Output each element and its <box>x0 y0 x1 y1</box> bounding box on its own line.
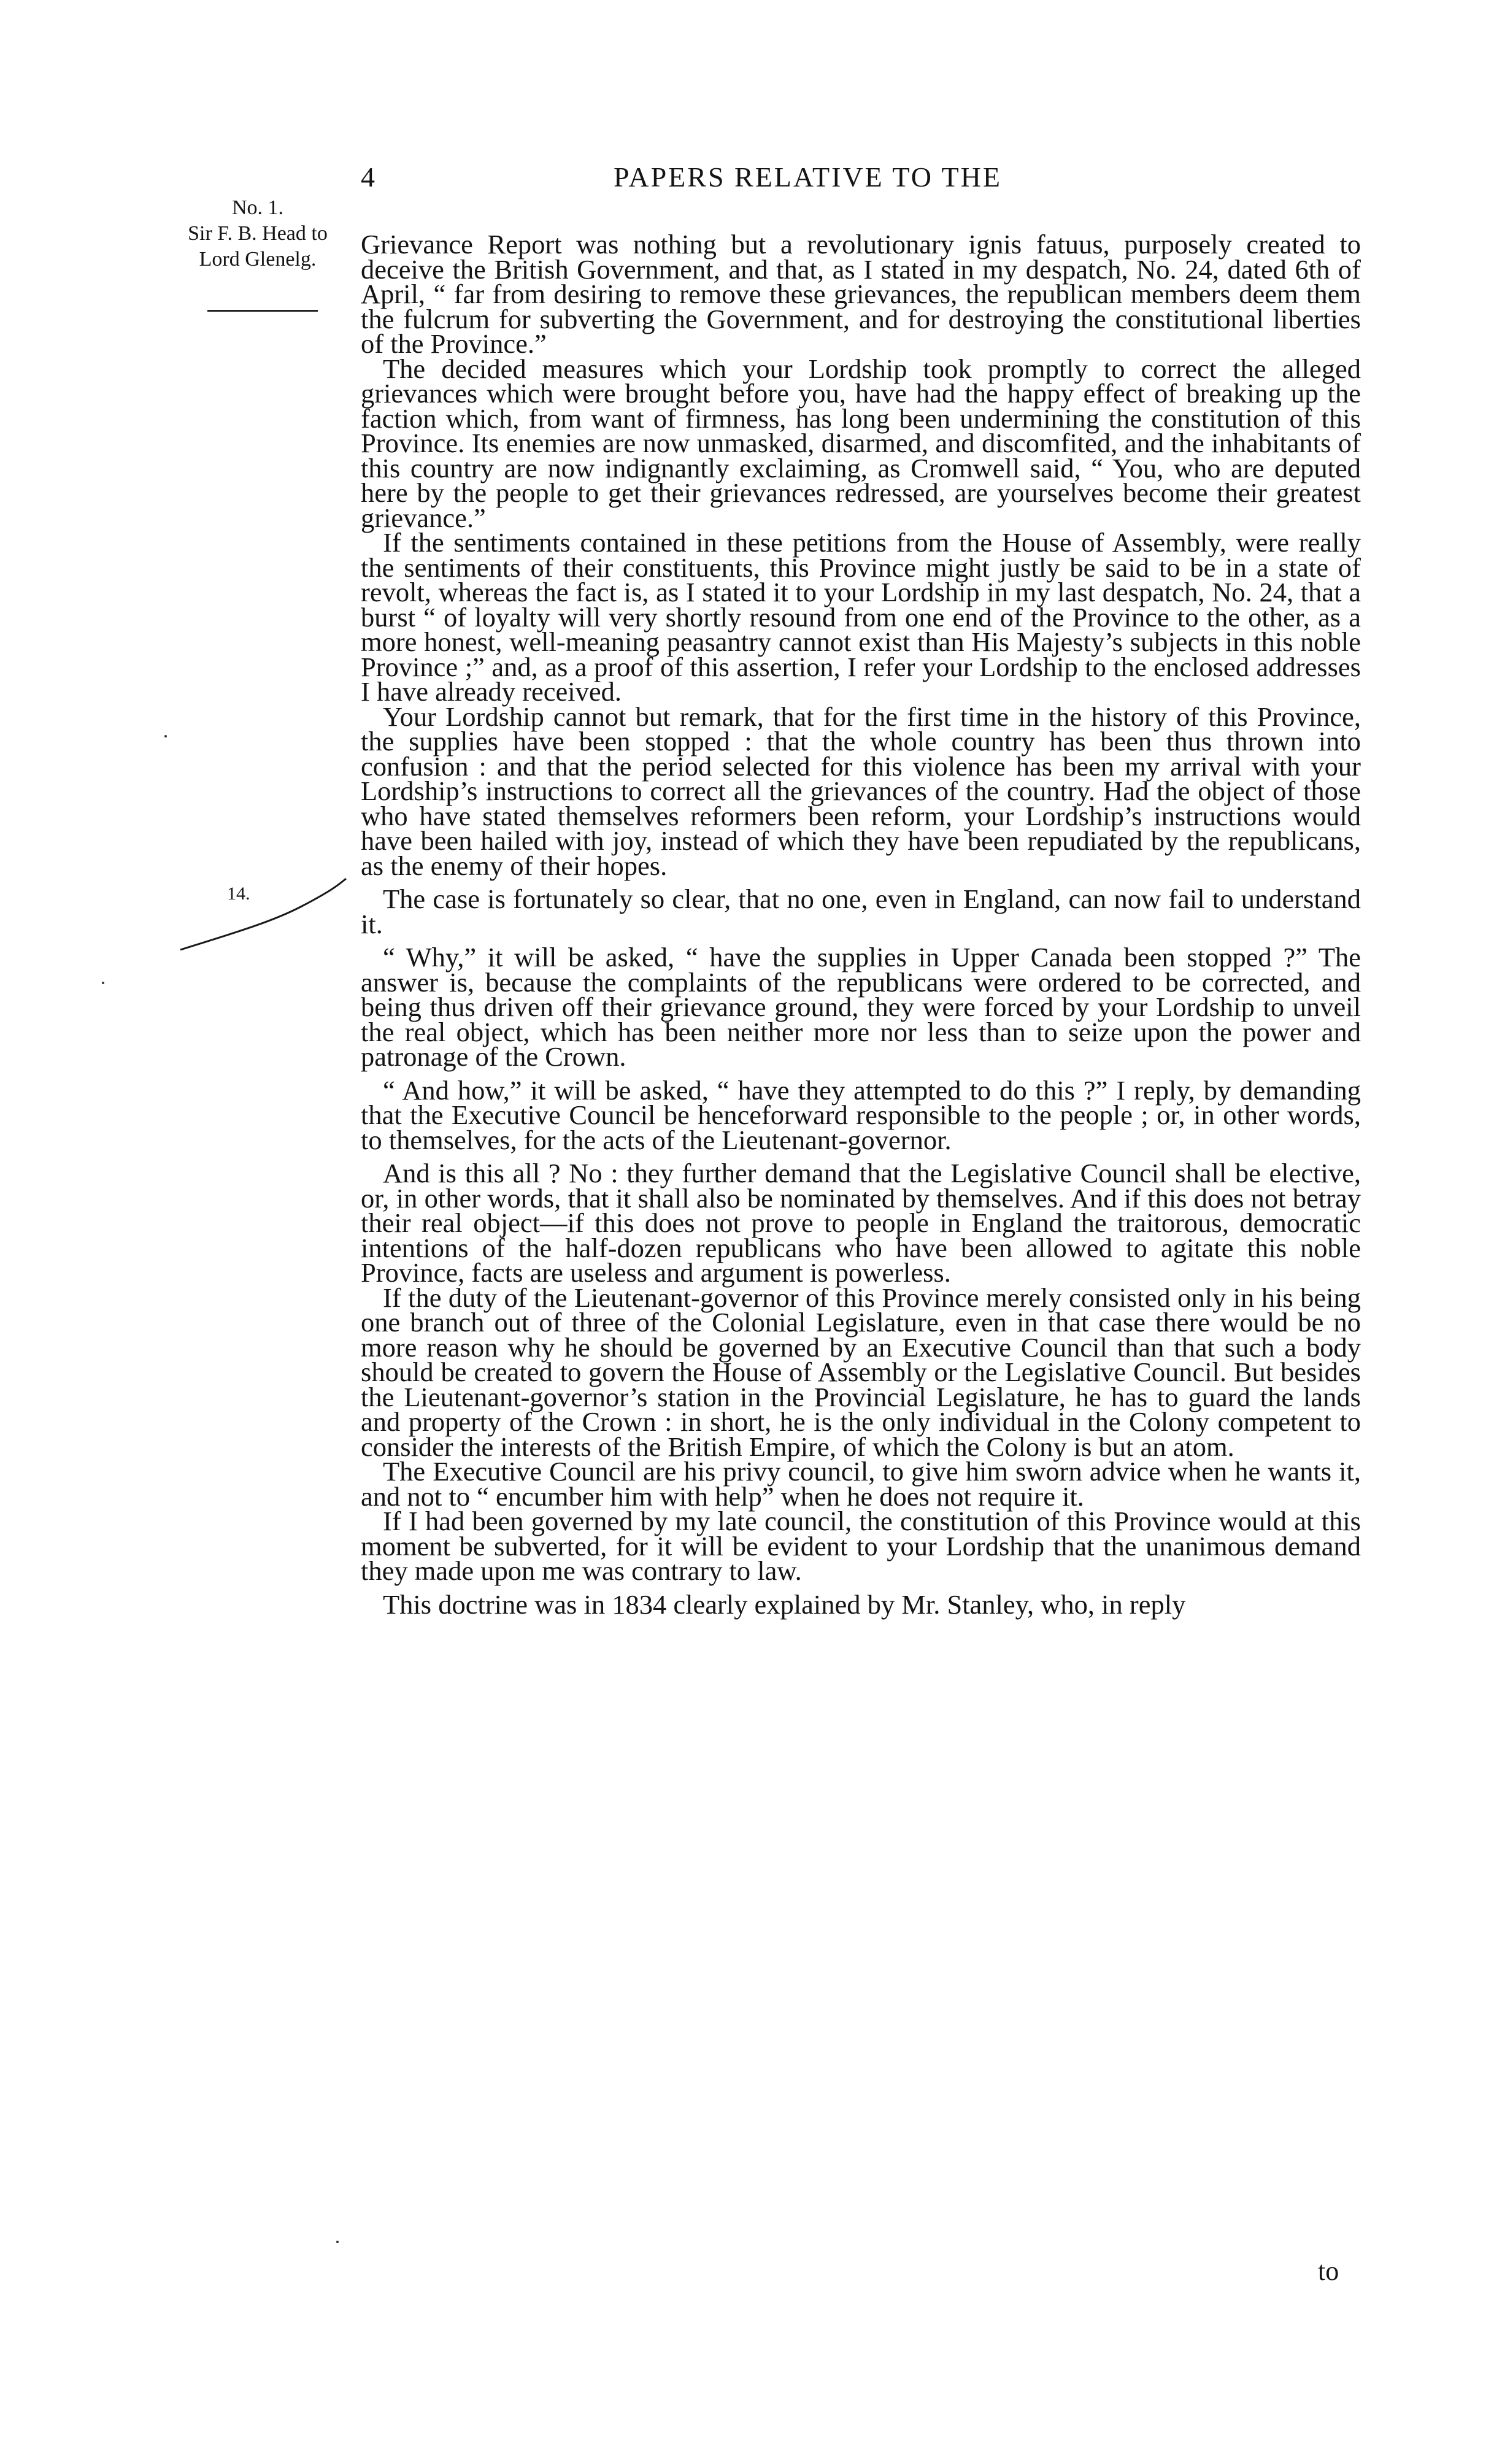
margin-note-from: Sir F. B. Head to <box>188 222 328 245</box>
margin-note-rule <box>207 310 318 312</box>
catchword: to <box>1318 2256 1339 2286</box>
print-speck <box>164 735 167 737</box>
paragraph: And is this all ? No : they further demand that the Legislative Council shall be elective, or, in other words, that it shall also be nominated by themselves. And if this does not betray their real object—if this does not prove to people in England the traitorous, democratic intentions of the half-dozen republicans who have been allowed to agitate this noble Province, facts are useless and argument is powerless. <box>361 1158 1361 1288</box>
page-number: 4 <box>361 161 375 193</box>
paragraph: If the sentiments contained in these petitions from the House of Assembly, were really the sentiments of their constituents, this Province might justly be said to be in a state of revolt, whereas the fact is, as I stated it to your Lordship in my last despatch, No. 24, that a burst “ of loyalty will very shortly resound from one end of the Province to the other, as a more honest, well-meaning peasantry cannot exist than His Majesty’s subjects in this noble Province ;” and, as a proof of this assertion, I refer your Lordship to the enclosed addresses I have already received. <box>361 527 1361 707</box>
running-title: PAPERS RELATIVE TO THE <box>614 161 1003 193</box>
paragraph: The decided measures which your Lordship took promptly to correct the alleged grievances which were brought before you, have had the happy effect of breaking up the faction which, from want of firmness, has long been undermining the constitution of this Province. Its enemies are now unmasked, disarmed, and discomfited, and the inhabitants of this country are now indignantly exclaiming, as Cromwell said, “ You, who are deputed here by the people to get their grievances redressed, are yourselves become their greatest grievance.” <box>361 353 1361 533</box>
print-speck <box>102 982 104 984</box>
paragraph: If I had been governed by my late council, the constitution of this Province would at this moment be subverted, for it will be evident to your Lordship that the unanimous demand they made upon me was contrary to law. <box>361 1506 1361 1586</box>
paragraph: The case is fortunately so clear, that no one, even in England, can now fail to understand it. <box>361 884 1361 939</box>
paragraph: This doctrine was in 1834 clearly explained by Mr. Stanley, who, in reply <box>383 1588 1186 1620</box>
body-text <box>361 229 1361 1620</box>
margin-reference-stroke <box>178 871 350 957</box>
paragraph: “ And how,” it will be asked, “ have they attempted to do this ?” I reply, by demanding that the Executive Council be henceforward responsible to the people ; or, in other words, to themselves, for the acts of the Lieutenant-governor. <box>361 1074 1361 1155</box>
paragraph: Grievance Report was nothing but a revolutionary ignis fatuus, purposely created to deceive the British Government, and that, as I stated in my despatch, No. 24, dated 6th of April, “ far from desiring to remove these grievances, the republican members deem them the fulcrum for subverting the Government, and for destroying the constitutional liberties of the Province.” <box>361 229 1361 359</box>
margin-note <box>166 195 350 272</box>
paragraph: “ Why,” it will be asked, “ have the supplies in Upper Canada been stopped ?” The answer is, because the complaints of the republicans were ordered to be corrected, and being thus driven off their grievance ground, they were forced by your Lordship to unveil the real object, which has been neither more nor less than to seize upon the power and patronage of the Crown. <box>361 942 1361 1072</box>
paragraph: Your Lordship cannot but remark, that for the first time in the history of this Province, the supplies have been stopped : that the whole country has been thus thrown into confusion : and that the period selected for this violence has been my arrival with your Lordship’s instructions to correct all the grievances of the country. Had the object of those who have stated themselves reformers been reform, your Lordship’s instructions would have been hailed with joy, instead of which they have been repudiated by the republicans, as the enemy of their hopes. <box>361 701 1361 881</box>
margin-note-to: Lord Glenelg. <box>199 248 317 271</box>
margin-reference-number: 14. <box>227 884 250 904</box>
paragraph: The Executive Council are his privy council, to give him sworn advice when he wants it, and not to “ encumber him with help” when he does not require it. <box>361 1456 1361 1512</box>
paragraph: If the duty of the Lieutenant-governor of this Province merely consisted only in his being one branch out of three of the Colonial Legislature, even in that case there would be no more reason why he should be governed by an Executive Council than that such a body should be created to govern the House of Assembly or the Legislative Council. But besides the Lieutenant-governor’s station in the Provincial Legislature, he has to guard the lands and property of the Crown : in short, he is the only individual in the Colony competent to consider the interests of the British Empire, of which the Colony is but an atom. <box>361 1282 1361 1462</box>
margin-note-number: No. 1. <box>231 196 284 219</box>
print-speck <box>336 2241 339 2243</box>
